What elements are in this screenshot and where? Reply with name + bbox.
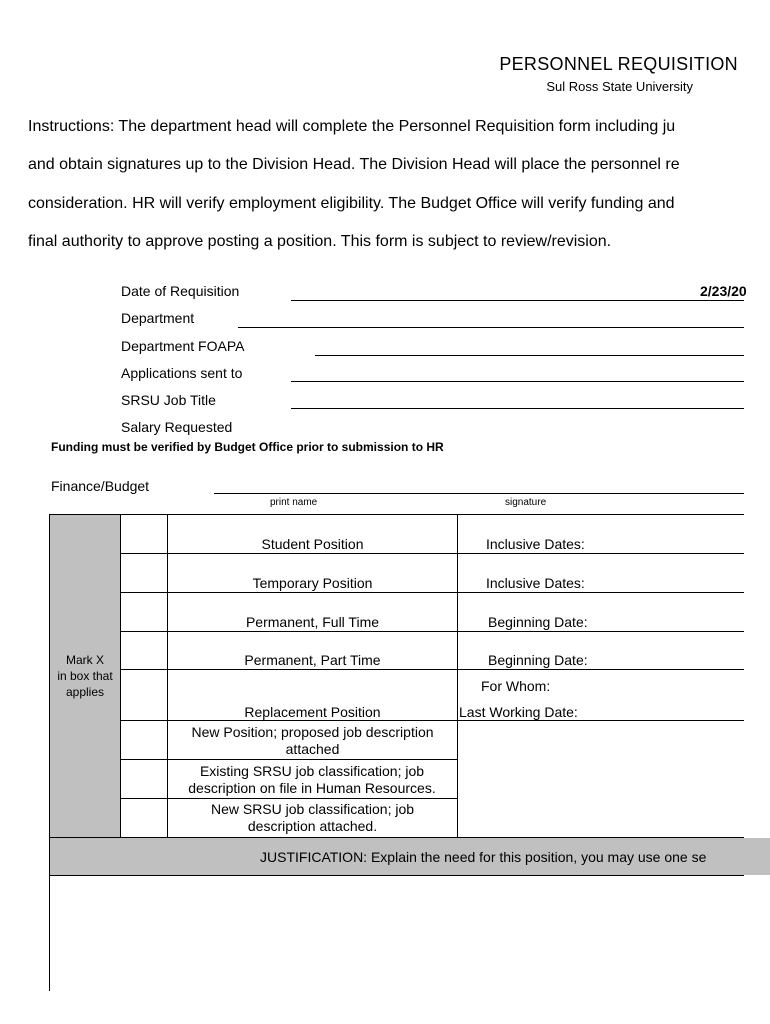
page-title: PERSONNEL REQUISITION — [499, 54, 738, 74]
salary-requested-label: Salary Requested — [121, 419, 233, 435]
checkbox-new-classification[interactable] — [121, 799, 167, 837]
applications-sent-to-label: Applications sent to — [121, 365, 243, 381]
instructions-line-1: Instructions: The department head will complete the Personnel Requisition form including ju — [28, 118, 676, 135]
date-of-requisition-label: Date of Requisition — [121, 283, 240, 299]
beginning-date-label: Beginning Date: — [488, 614, 588, 630]
department-label: Department — [121, 310, 195, 326]
table-top-border — [49, 514, 744, 515]
applications-sent-to-field[interactable] — [291, 381, 744, 382]
mark-x-instructions: Mark X in box that applies — [57, 653, 113, 699]
checkbox-student-position[interactable] — [121, 515, 167, 553]
job-title-label: SRSU Job Title — [121, 392, 216, 408]
signature-caption: signature — [505, 497, 547, 508]
checkbox-permanent-full-time[interactable] — [121, 593, 167, 631]
inclusive-dates-label: Inclusive Dates: — [486, 536, 585, 552]
table-divider — [167, 515, 168, 837]
beginning-date-label: Beginning Date: — [488, 652, 588, 668]
table-divider — [457, 515, 458, 837]
checkbox-new-position[interactable] — [121, 721, 167, 759]
inclusive-dates-label: Inclusive Dates: — [486, 575, 585, 591]
date-of-requisition-field[interactable] — [291, 283, 747, 301]
existing-classification-label: Existing SRSU job classification; job description on file in Human Resources. — [188, 763, 436, 796]
justification-label: JUSTIFICATION: Explain the need for this position, you may use one se — [260, 849, 707, 865]
finance-budget-label: Finance/Budget — [51, 478, 150, 494]
temporary-position-label: Temporary Position — [252, 575, 373, 591]
instructions-line-4: final authority to approve posting a position. This form is subject to review/revision. — [28, 233, 612, 250]
page-subtitle: Sul Ross State University — [546, 79, 693, 94]
date-of-requisition-value: 2/23/20 — [700, 283, 747, 299]
checkbox-temporary-position[interactable] — [121, 554, 167, 592]
new-position-label: New Position; proposed job description attached — [191, 724, 434, 757]
new-classification-label: New SRSU job classification; job description attached. — [210, 801, 415, 834]
funding-note: Funding must be verified by Budget Office prior to submission to HR — [51, 440, 444, 454]
last-working-date-label: Last Working Date: — [459, 704, 578, 720]
print-name-caption: print name — [270, 497, 318, 508]
replacement-position-label: Replacement Position — [244, 704, 381, 720]
instructions-line-3: consideration. HR will verify employment eligibility. The Budget Office will verify funding and — [28, 195, 675, 212]
table-row-divider — [120, 553, 744, 554]
table-row-divider — [120, 798, 457, 799]
permanent-part-time-label: Permanent, Part Time — [244, 652, 381, 668]
checkbox-permanent-part-time[interactable] — [121, 632, 167, 670]
checkbox-existing-classification[interactable] — [121, 760, 167, 798]
foapa-label: Department FOAPA — [121, 338, 245, 354]
for-whom-label: For Whom: — [481, 678, 551, 694]
table-divider — [120, 515, 121, 837]
finance-budget-field[interactable] — [214, 493, 744, 494]
justification-input-area[interactable] — [50, 876, 744, 991]
table-row-divider — [120, 720, 744, 721]
table-row-divider — [120, 631, 744, 632]
job-title-field[interactable] — [291, 408, 744, 409]
permanent-full-time-label: Permanent, Full Time — [245, 614, 380, 630]
table-row-divider — [120, 592, 744, 593]
student-position-label: Student Position — [261, 536, 364, 552]
table-row-divider — [120, 759, 457, 760]
department-field[interactable] — [238, 327, 744, 328]
instructions-line-2: and obtain signatures up to the Division Head. The Division Head will place the personnel re — [28, 156, 680, 173]
checkbox-replacement-position[interactable] — [121, 671, 167, 720]
table-row-divider — [120, 669, 744, 670]
foapa-field[interactable] — [315, 355, 744, 356]
